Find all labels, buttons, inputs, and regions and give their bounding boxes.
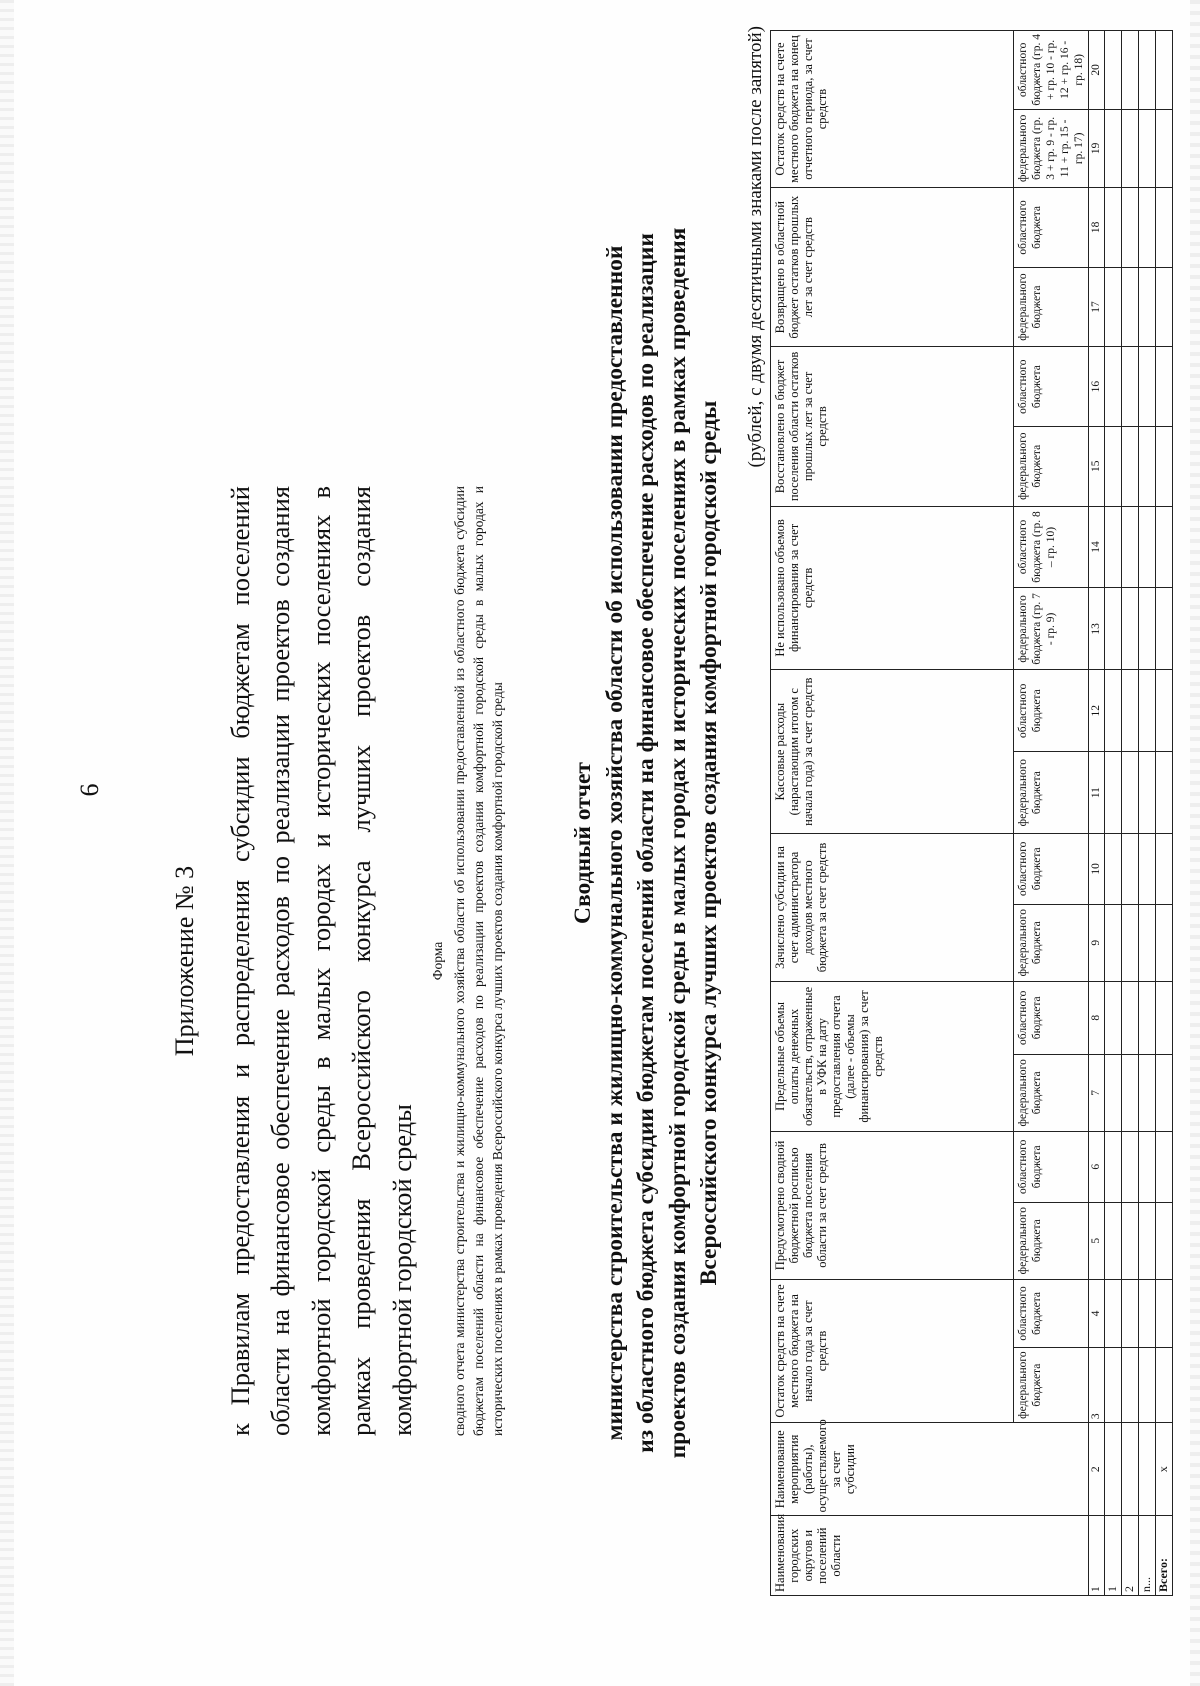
report-title-line-4: проектов создания комфортной городской среды в малых городах и исторических поселениях в рамках проведения (664, 227, 691, 1459)
col-number: 19 (1089, 109, 1105, 187)
table-row (1139, 31, 1156, 1596)
col-number: 15 (1089, 426, 1105, 506)
col-number: 18 (1089, 188, 1105, 268)
report-table (770, 30, 1173, 1596)
report-title (568, 88, 726, 1598)
row-label: 1 (1105, 1516, 1122, 1596)
col-number: 14 (1089, 506, 1105, 588)
appendix-block (165, 486, 422, 1436)
report-title-line-2: министерства строительства и жилищно-коммунального хозяйства области об использовании предоставленной (601, 245, 628, 1441)
row-label: n... (1139, 1516, 1156, 1596)
table-subheader-row (1014, 31, 1089, 1596)
row-activity: x (1156, 1423, 1173, 1516)
col-number: 9 (1089, 904, 1105, 981)
col-number: 3 (1089, 1348, 1105, 1423)
col-header-19-20: Остаток средств на счете местного бюджета на конец отчетного периода, за счет средств (771, 31, 1014, 188)
col-number: 16 (1089, 347, 1105, 427)
col-number: 10 (1089, 834, 1105, 905)
col-number: 7 (1089, 1054, 1105, 1131)
col-number: 11 (1089, 752, 1105, 834)
sub-header-14: областного бюджета (гр. 8 – гр. 10) (1014, 506, 1089, 588)
sub-header-4: областного бюджета (1014, 1279, 1089, 1347)
sub-header-19: федерального бюджета (гр. 3 + гр. 9 - гр. 11 + гр. 15 - гр. 17) (1014, 109, 1089, 187)
col-header-13-14: Не использовано объемов финансирования за счет средств (771, 506, 1014, 670)
col-number: 13 (1089, 588, 1105, 670)
sub-header-7: федерального бюджета (1014, 1054, 1089, 1131)
col-header-1: Наименования городских округов и поселений области (771, 1516, 1089, 1596)
page-number: 6 (75, 783, 104, 797)
row-activity (1139, 1423, 1156, 1516)
sub-header-3: федерального бюджета (1014, 1348, 1089, 1423)
col-header-11-12: Кассовые расходы (нарастающим итогом с начала года) за счет средств (771, 670, 1014, 834)
table-row (1122, 31, 1139, 1596)
col-number: 2 (1089, 1423, 1105, 1516)
col-header-7-8: Предельные объемы оплаты денежных обязательств, отраженные в УФК на дату предоставления отчета (далее - объемы финансирования) за счет средств (771, 981, 1014, 1131)
sub-header-12: областного бюджета (1014, 670, 1089, 752)
col-number: 8 (1089, 981, 1105, 1054)
form-text: сводного отчета министерства строительства и жилищно-коммунального хозяйства области об использовании предоставленной из областного бюджета субсидии бюджетам поселений области на финансовое обеспечение расходов по реализации проектов создания комфортной городской среды в малых городах и исторических поселениях в рамках проведения Всероссийского конкурса лучших проектов создания комфортной городской среды (452, 486, 505, 1436)
col-header-5-6: Предусмотрено сводной бюджетной росписью бюджета поселения области за счет средств (771, 1132, 1014, 1280)
appendix-text: к Правилам предоставления и распределения субсидии бюджетам поселений области на финансовое обеспечение расходов по реализации проектов создания комфортной городской среды в малых городах и исторических поселениях в рамках проведения Всероссийского конкурса лучших проектов создания комфортной городской среды (224, 486, 417, 1436)
sub-header-18: областного бюджета (1014, 188, 1089, 268)
col-header-9-10: Зачислено субсидии на счет администратора доходов местного бюджета за счет средств (771, 834, 1014, 982)
row-label-total: Всего: (1156, 1516, 1173, 1596)
col-number: 4 (1089, 1279, 1105, 1347)
sub-header-10: областного бюджета (1014, 834, 1089, 905)
table-header-row (771, 31, 1014, 1596)
sub-header-13: федерального бюджета (гр. 7 - гр. 9) (1014, 588, 1089, 670)
row-activity (1105, 1423, 1122, 1516)
col-number: 6 (1089, 1132, 1105, 1203)
table-total-row (1156, 31, 1173, 1596)
col-header-2: Наименование мероприятия (работы), осуществляемого за счет субсидии (771, 1423, 1089, 1516)
appendix-title: Приложение № 3 (170, 865, 199, 1057)
form-block (428, 486, 507, 1436)
column-number-row (1089, 31, 1105, 1596)
col-header-3-4: Остаток средств на счете местного бюджета на начало года за счет средств (771, 1279, 1014, 1422)
col-number: 5 (1089, 1202, 1105, 1279)
sub-header-16: областного бюджета (1014, 347, 1089, 427)
report-title-line-1: Сводный отчет (570, 762, 596, 924)
col-number: 20 (1089, 31, 1105, 110)
sub-header-15: федерального бюджета (1014, 426, 1089, 506)
report-title-line-3: из областного бюджета субсидии бюджетам поселений области на финансовое обеспечение расходов по реализации (633, 233, 659, 1453)
sub-header-17: федерального бюджета (1014, 267, 1089, 347)
form-label: Форма (430, 941, 445, 981)
units-note: (рублей, с двумя десятичными знаками после запятой) (745, 26, 766, 468)
col-header-17-18: Возвращено в областной бюджет остатков прошлых лет за счет средств (771, 188, 1014, 347)
col-number: 17 (1089, 267, 1105, 347)
row-label: 2 (1122, 1516, 1139, 1596)
report-title-line-5: Всероссийского конкурса лучших проектов создания комфортной городской среды (696, 400, 722, 1286)
sub-header-8: областного бюджета (1014, 981, 1089, 1054)
row-activity (1122, 1423, 1139, 1516)
table-row (1105, 31, 1122, 1596)
sub-header-5: федерального бюджета (1014, 1202, 1089, 1279)
col-number: 12 (1089, 670, 1105, 752)
sub-header-11: федерального бюджета (1014, 752, 1089, 834)
sub-header-6: областного бюджета (1014, 1132, 1089, 1203)
sub-header-20: областного бюджета (гр. 4 + гр. 10 - гр. 12 + гр. 16 - гр. 18) (1014, 31, 1089, 110)
sub-header-9: федерального бюджета (1014, 904, 1089, 981)
col-header-15-16: Восстановлено в бюджет поселения области остатков прошлых лет за счет средств (771, 347, 1014, 506)
col-number: 1 (1089, 1516, 1105, 1596)
